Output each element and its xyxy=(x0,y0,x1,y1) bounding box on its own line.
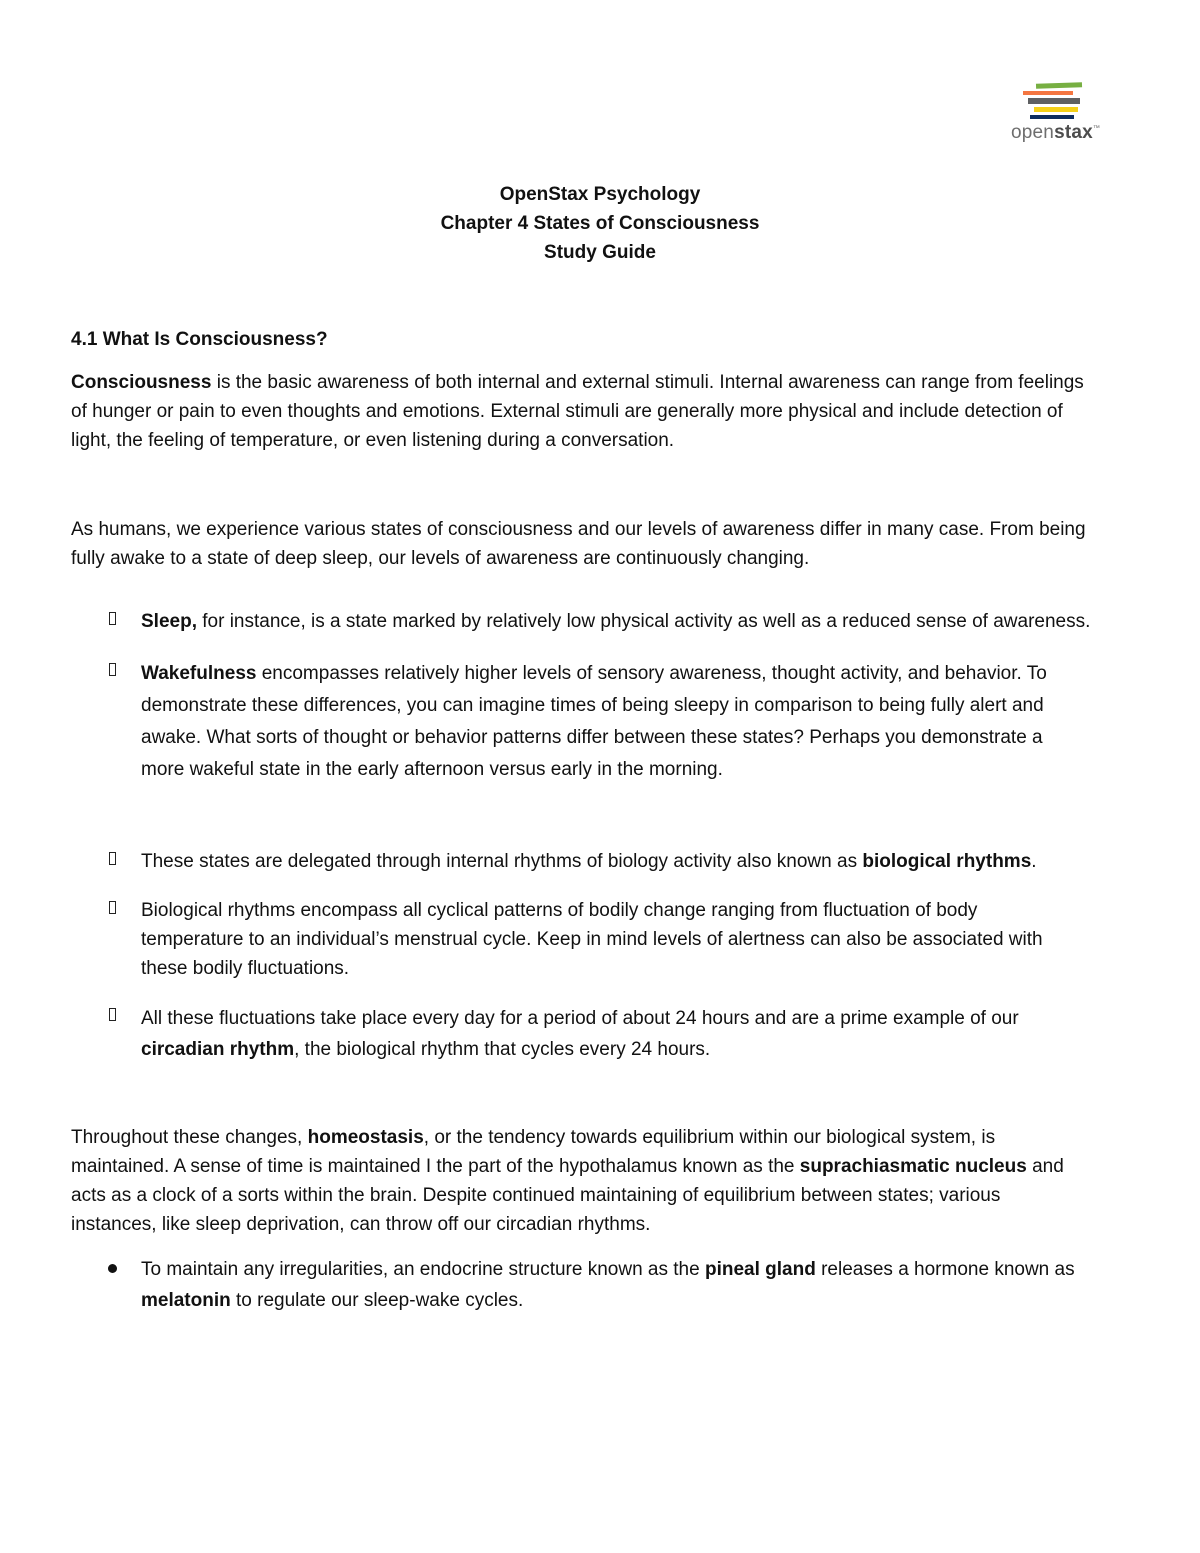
bullet-wake-line-1: encompasses relatively higher levels of sensory awareness, thought activity, and behavior. To xyxy=(256,663,1047,684)
term-biological-rhythms: biological rhythms xyxy=(862,851,1032,872)
term-circadian-rhythm: circadian rhythm xyxy=(141,1039,295,1060)
intro-paragraph xyxy=(71,368,1084,455)
header-line-chapter: Chapter 4 States of Consciousness xyxy=(440,213,760,234)
bullet-rhythms-post: . xyxy=(1031,851,1037,872)
openstax-logo xyxy=(1008,80,1108,152)
bullet-circadian-line-2: , the biological rhythm that cycles every 24 hours. xyxy=(294,1039,711,1060)
book-stack-icon xyxy=(1008,80,1108,122)
homeostasis-line-2-end: and xyxy=(1026,1156,1064,1177)
bullet-dot-icon xyxy=(108,1264,117,1273)
header-line-study-guide: Study Guide xyxy=(544,242,656,263)
logo-wordmark-bold: stax xyxy=(1054,122,1093,143)
bullet-icon xyxy=(109,901,116,914)
bullet-pineal-gland xyxy=(141,1254,1075,1316)
term-suprachiasmatic-nucleus: suprachiasmatic nucleus xyxy=(799,1156,1027,1177)
bullet-sleep-text: for instance, is a state marked by relatively low physical activity as well as a reduced sense of awareness. xyxy=(196,611,1091,632)
term-sleep: Sleep, xyxy=(141,611,197,632)
bullet-biological-rhythms xyxy=(141,847,1037,876)
term-homeostasis: homeostasis xyxy=(307,1127,424,1148)
logo-bar-green xyxy=(1036,82,1082,89)
logo-wordmark-regular: open xyxy=(1011,122,1055,143)
bullet-icon xyxy=(109,612,116,625)
bullet-cyclical-patterns xyxy=(141,896,1043,983)
logo-bar-gray xyxy=(1028,98,1080,104)
logo-bar-navy xyxy=(1030,115,1074,119)
states-paragraph xyxy=(71,515,1086,573)
term-consciousness: Consciousness xyxy=(71,372,212,393)
states-line-2: fully awake to a state of deep sleep, our levels of awareness are continuously changing. xyxy=(71,548,810,569)
section-title: 4.1 What Is Consciousness? xyxy=(71,329,328,350)
logo-bar-yellow xyxy=(1034,107,1078,112)
homeostasis-pre: Throughout these changes, xyxy=(71,1127,308,1148)
bullet-circadian-line-1: All these fluctuations take place every day for a period of about 24 hours and are a prime example of our xyxy=(141,1008,1019,1029)
bullet-wake-line-2: demonstrate these differences, you can imagine times of being sleepy in comparison to being fully alert and xyxy=(141,695,1044,716)
bullet-cyclical-line-1: Biological rhythms encompass all cyclical patterns of bodily change ranging from fluctuation of body xyxy=(141,900,978,921)
bullet-cyclical-line-2: temperature to an individual’s menstrual cycle. Keep in mind levels of alertness can also be associated with xyxy=(141,929,1043,950)
bullet-circadian xyxy=(141,1003,1019,1065)
bullet-icon xyxy=(109,852,116,865)
bullet-wake-line-4: more wakeful state in the early afternoon versus early in the morning. xyxy=(141,759,723,780)
pineal-line-2: to regulate our sleep-wake cycles. xyxy=(230,1290,524,1311)
intro-line-2: of hunger or pain to even thoughts and emotions. External stimuli are generally more physical and include detection of xyxy=(71,401,1063,422)
term-pineal-gland: pineal gland xyxy=(704,1259,816,1280)
homeostasis-line-2: maintained. A sense of time is maintained I the part of the hypothalamus known as the xyxy=(71,1156,800,1177)
homeostasis-line-1: , or the tendency towards equilibrium within our biological system, is xyxy=(423,1127,996,1148)
bullet-icon xyxy=(109,1008,116,1021)
states-line-1: As humans, we experience various states of consciousness and our levels of awareness differ in many case. From being xyxy=(71,519,1086,540)
pineal-pre: To maintain any irregularities, an endocrine structure known as the xyxy=(141,1259,705,1280)
bullet-rhythms-pre: These states are delegated through internal rhythms of biology activity also known as xyxy=(141,851,863,872)
term-melatonin: melatonin xyxy=(141,1290,231,1311)
intro-line-3: light, the feeling of temperature, or even listening during a conversation. xyxy=(71,430,675,451)
header-line-book: OpenStax Psychology xyxy=(499,184,701,205)
logo-wordmark xyxy=(1011,122,1100,144)
bullet-icon xyxy=(109,663,116,676)
bullet-wake-line-3: awake. What sorts of thought or behavior patterns differ between these states? Perhaps you demonstrate a xyxy=(141,727,1043,748)
homeostasis-line-3: acts as a clock of a sorts within the brain. Despite continued maintaining of equilibrium between states; various xyxy=(71,1185,1001,1206)
bullet-cyclical-line-3: these bodily fluctuations. xyxy=(141,958,350,979)
intro-line-1: is the basic awareness of both internal and external stimuli. Internal awareness can range from feelings xyxy=(211,372,1084,393)
homeostasis-line-4: instances, like sleep deprivation, can throw off our circadian rhythms. xyxy=(71,1214,651,1235)
term-wakefulness: Wakefulness xyxy=(141,663,257,684)
bullet-wakefulness xyxy=(141,658,1047,786)
logo-trademark: ™ xyxy=(1092,125,1101,132)
homeostasis-paragraph xyxy=(71,1123,1064,1239)
bullet-sleep xyxy=(141,607,1090,636)
logo-bar-orange xyxy=(1023,91,1073,95)
pineal-line-1-end: releases a hormone known as xyxy=(815,1259,1075,1280)
document-header xyxy=(0,180,1200,267)
